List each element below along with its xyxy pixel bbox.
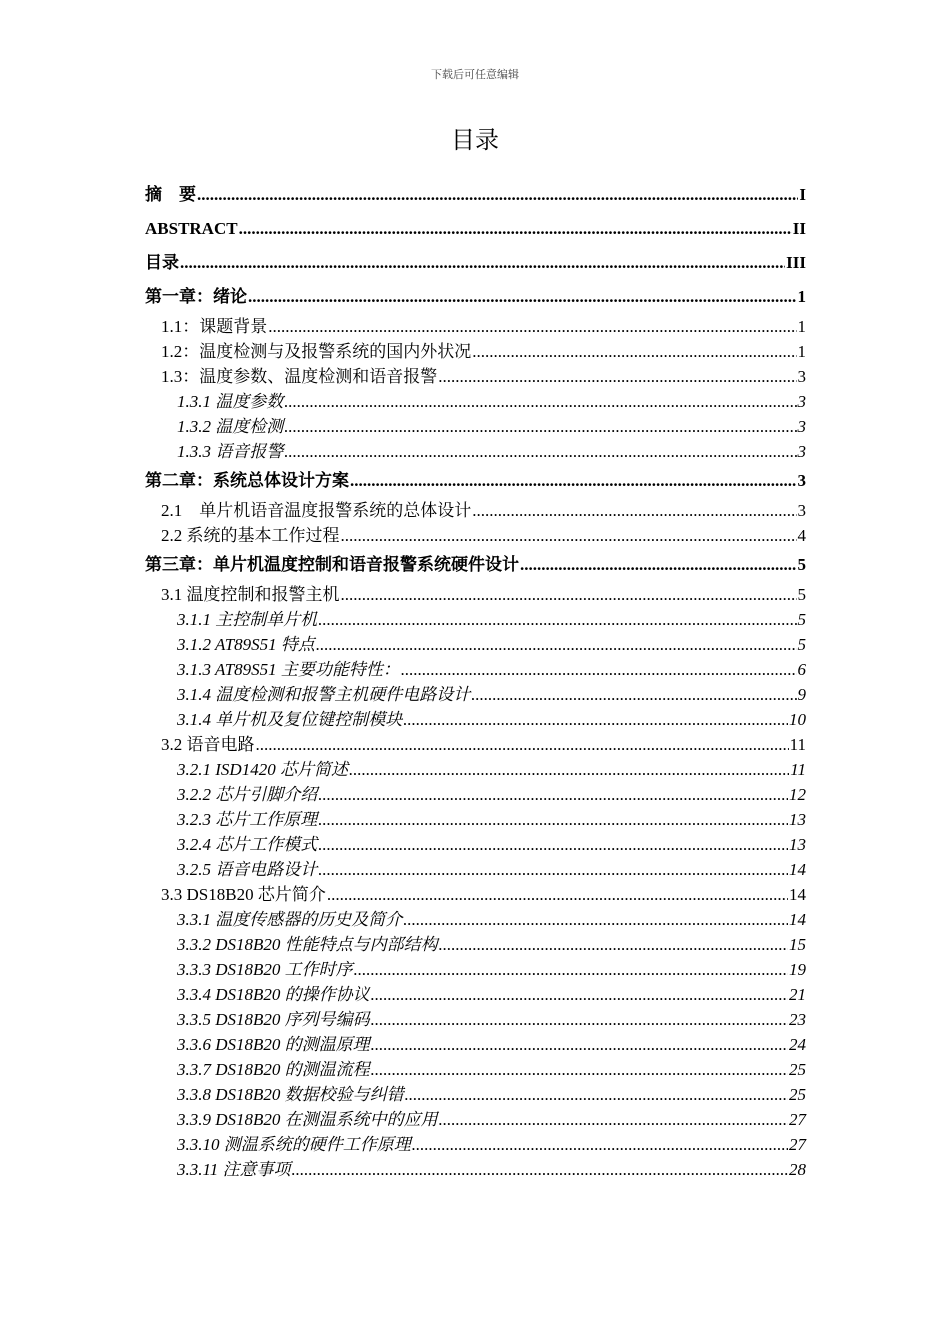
- toc-leader-dots: [318, 857, 788, 882]
- toc-leader-dots: [284, 414, 796, 439]
- toc-entry-label: 3.2 语音电路: [161, 735, 255, 754]
- toc-leader-dots: [350, 464, 797, 498]
- toc-leader-dots: [268, 314, 796, 339]
- toc-entry[interactable]: [145, 857, 806, 882]
- toc-leader-dots: [403, 907, 788, 932]
- toc-leader-dots: [318, 782, 788, 807]
- toc-leader-dots: [341, 523, 797, 548]
- toc-entry-page: 10: [789, 710, 806, 729]
- toc-leader-dots: [316, 632, 797, 657]
- toc-entry[interactable]: [145, 498, 806, 523]
- toc-entry[interactable]: [145, 1007, 806, 1032]
- toc-entry[interactable]: [145, 523, 806, 548]
- toc-leader-dots: [284, 389, 796, 414]
- page-header-note: 下载后可任意编辑: [431, 69, 519, 81]
- toc-entry-page: 9: [797, 685, 806, 704]
- toc-entry[interactable]: [145, 339, 806, 364]
- toc-entry[interactable]: [145, 757, 806, 782]
- toc-leader-dots: [438, 364, 796, 389]
- toc-leader-dots: [239, 212, 792, 246]
- toc-entry-page: 13: [789, 810, 806, 829]
- toc-leader-dots: [439, 932, 788, 957]
- toc-entry[interactable]: [145, 1132, 806, 1157]
- toc-leader-dots: [318, 807, 788, 832]
- toc-entry-label: 2.2 系统的基本工作过程: [161, 526, 340, 545]
- toc-entry-page: 3: [797, 471, 806, 490]
- toc-entry-label: 3.2.1 ISD1420 芯片简述: [177, 760, 348, 779]
- toc-entry-label: 3.2.5 语音电路设计: [177, 860, 318, 879]
- toc-entry[interactable]: [145, 364, 806, 389]
- toc-entry-label: 3.1.4 单片机及复位键控制模块: [177, 710, 403, 729]
- toc-entry-page: 15: [789, 935, 806, 954]
- toc-entry-label: 1.3.1 温度参数: [177, 392, 284, 411]
- toc-entry-page: 3: [797, 392, 806, 411]
- toc-entry-page: II: [792, 219, 806, 238]
- toc-entry[interactable]: [145, 1082, 806, 1107]
- page-title: 目录: [451, 128, 499, 154]
- toc-entry[interactable]: [145, 932, 806, 957]
- toc-entry-page: 1: [797, 342, 806, 361]
- toc-entry-label: 第二章：系统总体设计方案: [145, 471, 349, 490]
- toc-leader-dots: [471, 682, 796, 707]
- toc-entry[interactable]: [145, 982, 806, 1007]
- toc-leader-dots: [472, 498, 796, 523]
- toc-leader-dots: [349, 757, 789, 782]
- toc-entry-page: 1: [797, 317, 806, 336]
- toc-entry-label: 摘 要: [145, 185, 196, 204]
- toc-entry-page: 3: [797, 367, 806, 386]
- toc-entry-label: 3.1.2 AT89S51 特点: [177, 635, 315, 654]
- toc-entry[interactable]: [145, 582, 806, 607]
- toc-entry-label: 3.1.4 温度检测和报警主机硬件电路设计: [177, 685, 471, 704]
- toc-entry-page: 28: [789, 1160, 806, 1179]
- toc-entry[interactable]: [145, 682, 806, 707]
- toc-entry[interactable]: [145, 389, 806, 414]
- toc-entry-page: 13: [789, 835, 806, 854]
- toc-leader-dots: [341, 582, 797, 607]
- toc-entry-label: ABSTRACT: [145, 219, 238, 238]
- toc-entry-page: III: [786, 253, 806, 272]
- toc-entry-label: 3.3.3 DS18B20 工作时序: [177, 960, 353, 979]
- toc-entry-label: 第一章：绪论: [145, 287, 247, 306]
- toc-entry-page: 6: [797, 660, 806, 679]
- toc-entry-page: 14: [789, 885, 806, 904]
- toc-entry-page: 5: [797, 555, 806, 574]
- toc-entry[interactable]: [145, 1157, 806, 1182]
- toc-entry[interactable]: [145, 732, 806, 757]
- toc-entry-label: 3.1 温度控制和报警主机: [161, 585, 340, 604]
- toc-leader-dots: [197, 178, 798, 212]
- toc-entry[interactable]: [145, 657, 806, 682]
- toc-entry-page: 5: [797, 585, 806, 604]
- toc-entry-page: 27: [789, 1135, 806, 1154]
- toc-entry-label: 3.3.5 DS18B20 序列号编码: [177, 1010, 370, 1029]
- toc-entry-label: 3.2.2 芯片引脚介绍: [177, 785, 318, 804]
- toc-entry[interactable]: [145, 832, 806, 857]
- toc-leader-dots: [318, 607, 796, 632]
- toc-entry-label: 2.1 单片机语音温度报警系统的总体设计: [161, 501, 472, 520]
- toc-entry[interactable]: [145, 414, 806, 439]
- toc-entry-label: 目录: [145, 253, 179, 272]
- toc-entry-label: 3.3.6 DS18B20 的测温原理: [177, 1035, 370, 1054]
- toc-entry-page: 5: [797, 610, 806, 629]
- toc-leader-dots: [354, 957, 788, 982]
- toc-entry-label: 3.3 DS18B20 芯片简介: [161, 885, 326, 904]
- toc-entry[interactable]: [145, 707, 806, 732]
- toc-entry-page: 11: [789, 735, 806, 754]
- toc-entry[interactable]: [145, 782, 806, 807]
- toc-entry-page: 3: [797, 501, 806, 520]
- toc-entry-page: 24: [789, 1035, 806, 1054]
- toc-entry-label: 3.3.4 DS18B20 的操作协议: [177, 985, 370, 1004]
- toc-leader-dots: [371, 1007, 788, 1032]
- toc-entry[interactable]: [145, 882, 806, 907]
- toc-leader-dots: [520, 548, 797, 582]
- toc-leader-dots: [327, 882, 788, 907]
- toc-leader-dots: [439, 1107, 788, 1132]
- toc-entry-page: 21: [789, 985, 806, 1004]
- toc-entry-label: 1.2：温度检测与及报警系统的国内外状况: [161, 342, 472, 361]
- toc-entry[interactable]: [145, 439, 806, 464]
- toc-entry-page: 4: [797, 526, 806, 545]
- toc-leader-dots: [403, 707, 788, 732]
- toc-entry-label: 3.3.9 DS18B20 在测温系统中的应用: [177, 1110, 438, 1129]
- toc-entry[interactable]: [145, 957, 806, 982]
- toc-entry-page: 11: [790, 760, 806, 779]
- toc-entry[interactable]: [145, 632, 806, 657]
- toc-entry-page: 1: [797, 287, 806, 306]
- toc-entry[interactable]: [145, 178, 806, 212]
- toc-entry-page: 23: [789, 1010, 806, 1029]
- toc-entry-label: 1.3.2 温度检测: [177, 417, 284, 436]
- toc-leader-dots: [292, 1157, 789, 1182]
- toc-entry-label: 1.3：温度参数、温度检测和语音报警: [161, 367, 438, 386]
- toc-entry-page: 14: [789, 910, 806, 929]
- toc-leader-dots: [248, 280, 797, 314]
- toc-entry-page: 5: [797, 635, 806, 654]
- toc-entry-page: 25: [789, 1085, 806, 1104]
- toc-entry[interactable]: [145, 907, 806, 932]
- toc-entry-label: 1.1：课题背景: [161, 317, 268, 336]
- toc-entry-label: 3.3.7 DS18B20 的测温流程: [177, 1060, 370, 1079]
- toc-entry-label: 3.1.1 主控制单片机: [177, 610, 318, 629]
- toc-entry-label: 1.3.3 语音报警: [177, 442, 284, 461]
- toc-leader-dots: [412, 1132, 788, 1157]
- toc-leader-dots: [472, 339, 796, 364]
- toc-entry[interactable]: [145, 246, 806, 280]
- toc-entry[interactable]: [145, 607, 806, 632]
- toc-entry[interactable]: [145, 548, 806, 582]
- toc-entry-label: 3.2.4 芯片工作模式: [177, 835, 318, 854]
- toc-leader-dots: [284, 439, 796, 464]
- toc-leader-dots: [371, 982, 788, 1007]
- toc-entry-label: 第三章：单片机温度控制和语音报警系统硬件设计: [145, 555, 519, 574]
- toc-entry-page: 3: [797, 417, 806, 436]
- toc-entry-page: 12: [789, 785, 806, 804]
- toc-entry-label: 3.3.10 测温系统的硬件工作原理: [177, 1135, 411, 1154]
- toc-entry-label: 3.3.2 DS18B20 性能特点与内部结构: [177, 935, 438, 954]
- toc-entry-label: 3.1.3 AT89S51 主要功能特性：: [177, 660, 400, 679]
- toc-entry-label: 3.3.11 注意事项: [177, 1160, 291, 1179]
- toc-entry[interactable]: [145, 1057, 806, 1082]
- toc-entry[interactable]: [145, 1107, 806, 1132]
- toc-leader-dots: [405, 1082, 788, 1107]
- toc-leader-dots: [401, 657, 797, 682]
- toc-leader-dots: [180, 246, 785, 280]
- toc-leader-dots: [371, 1032, 788, 1057]
- toc-entry-label: 3.3.1 温度传感器的历史及简介: [177, 910, 403, 929]
- toc-entry[interactable]: [145, 314, 806, 339]
- toc-entry-page: I: [799, 185, 806, 204]
- toc-entry[interactable]: [145, 212, 806, 246]
- toc-entry-page: 3: [797, 442, 806, 461]
- table-of-contents: [145, 178, 806, 1182]
- toc-entry[interactable]: [145, 464, 806, 498]
- toc-entry-label: 3.2.3 芯片工作原理: [177, 810, 318, 829]
- toc-entry-page: 27: [789, 1110, 806, 1129]
- toc-entry[interactable]: [145, 1032, 806, 1057]
- toc-leader-dots: [256, 732, 789, 757]
- toc-leader-dots: [318, 832, 788, 857]
- toc-entry-page: 19: [789, 960, 806, 979]
- toc-entry-label: 3.3.8 DS18B20 数据校验与纠错: [177, 1085, 404, 1104]
- toc-entry[interactable]: [145, 807, 806, 832]
- toc-entry-page: 25: [789, 1060, 806, 1079]
- toc-leader-dots: [371, 1057, 788, 1082]
- toc-entry-page: 14: [789, 860, 806, 879]
- toc-entry[interactable]: [145, 280, 806, 314]
